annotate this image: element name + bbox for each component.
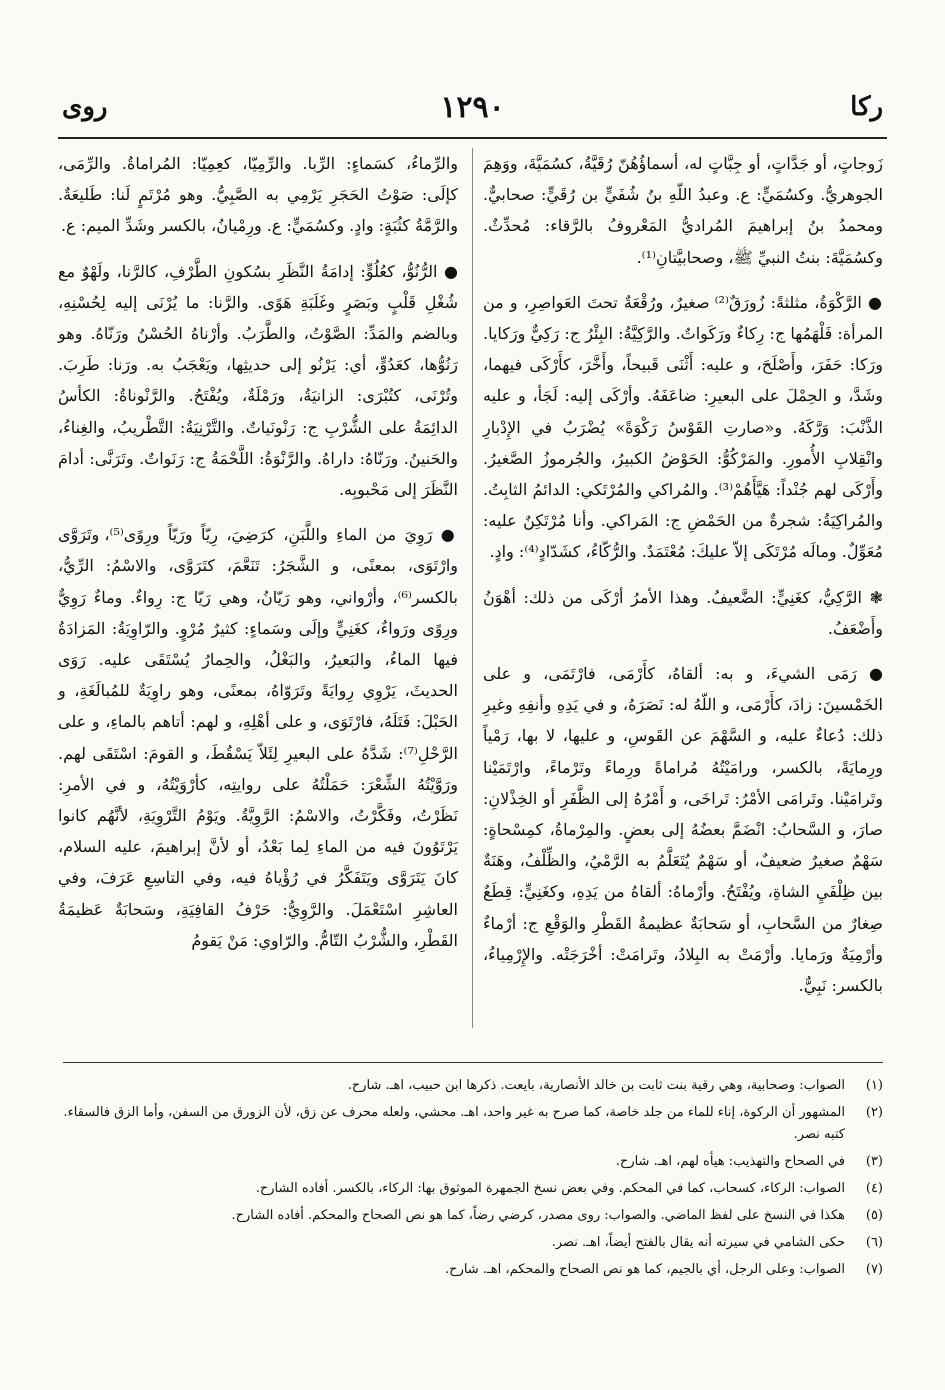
entry-paragraph: زَوجاتٍ، أو جَدَّاتٍ، أو جِبَّاتٍ له، أسماؤُهُنّ رُقَيَّةُ، كسُمَيَّةَ، ووَهِمَ الجوهريُّ. وكسُمَيٍّ: ع. وعبدُ اللّهِ بنُ شُفَيٍّ بن رُقَيٍّ: صحابيٌّ. ومحمدُ بنُ إبراهيمَ المُراديُّ المَعْروفُ بالرَّقاء: مُحدِّثٌ. وكسُمَيَّةَ: بنتُ النبيِّ ﷺ، وصحابيَّتانِ⁽¹⁾.: [483, 154, 883, 267]
footnote: [63, 1178, 883, 1200]
footnote-text: الصواب: وعلى الرجل، أي بالجيم، كما هو نص الصحاح والمحكم، اهـ. شارح.: [445, 1262, 845, 1277]
footnote: [63, 1259, 883, 1281]
footnote: [63, 1205, 883, 1227]
entry-paragraph: ● الرُّنُوُّ، كعُلُوٍّ: إدامَةُ النَّظَرِ بسُكونِ الطَّرْفِ، كالرَّنا، ولَهْوٌ مع شُغْلِ قَلْبٍ وبَصَرٍ وغَلَبَةِ هَوًى. والرَّنا: ما يُرْنَى إليه لِحُسْنِهِ، وبالضم والمَدِّ: الصَّوْتُ، والطَّرَبُ. وأرْناهُ الحُسْنُ ورَنّاهُ. وهو رَنُوُّها، كعَدُوٍّ، أي: يَرْنُو إلى حديثِها، ويَعْجَبُ به. ورَنا: طَرِبَ. وتُرْنَى، كتُبْرَى: الزانيَةُ، ورَمْلَةٌ، ويُفْتَحُ. والرَّنْوناةُ: الكأسُ الدائِمَةُ على الشُّرْبِ ج: رَنْونَياتٌ. والتَّرْنِيَةُ: التَّطْريبُ، والغِناءُ، والحَنينُ. ورَنّاهُ: داراهُ. والرَّنْوَةُ: اللَّحْمَةُ ج: رَنَواتٌ. وتَرَنَّى: أدامَ النَّظَرَ إلى مَحْبوبِه.: [58, 261, 458, 500]
right-column: [483, 148, 883, 1015]
footnote: [63, 1102, 883, 1146]
entry-paragraph: ● الرَّكْوَةُ، مثلثةً: زُورَقٌ⁽²⁾ صغيرٌ، ورُقْعَةٌ تحتَ العَواصِرِ، و من المرأة: فَلْهَمُها ج: رِكاءٌ ورَكَواتٌ. والرَّكِيَّةُ: البِئْرُ ج: رَكِيٌّ ورَكايا. ورَكا: حَفَرَ، وأَصْلَحَ، و عليه: أَثْنَى قَبيحاً، وأَخَّرَ، كأَرْكَى فيهما، وشَدَّ، و الحِمْلَ على البعيرِ: ضاعَفَهُ. وأرْكَى إليه: لَجَأ، و عليه الذَّنْبَ: وَرَّكَهُ. و«صارتِ القَوْسُ رَكْوَةً» يُضْرَبُ في الإِدْبارِ وانْقِلابِ الأُمورِ. والمَرْكُوُّ: الحَوْضُ الكبيرُ، والجُرموزُ الصَّغيرُ. وأَرْكَى لهم جُنْداً: هَيَّأَهُمْ⁽³⁾. والمُراكي والمُرْتَكي: الدائمُ الثابِتُ. والمُراكِيَةُ: شجرةٌ من الحَمْضِ ج: المَراكي. وأنا مُرْتَكِنٌ عليه: مُعَوِّلٌ. ومالَه مُرْتَكَى إلاّ عليكَ: مُعْتَمَدٌ. والرُّكّاءُ، كشَدّادٍ⁽⁴⁾: وادٍ.: [483, 292, 884, 562]
footnote-rule: [63, 1062, 883, 1063]
page-header: [62, 92, 883, 132]
footnote-number: (٤): [865, 1181, 883, 1196]
header-root-left: روى: [62, 92, 108, 122]
left-column: [58, 148, 458, 970]
footnotes: [63, 1075, 883, 1286]
footnote-number: (١): [865, 1078, 883, 1093]
column-divider: [472, 148, 473, 1028]
footnote-number: (٣): [865, 1154, 883, 1169]
header-root-right: ركا: [850, 92, 883, 122]
footnote-text: الصواب: وصحابية، وهي رقية بنت ثابت بن خالد الأنصارية، بايعت. ذكرها ابن حبيب، اهـ. شارح.: [347, 1078, 845, 1093]
footnote-number: (٢): [865, 1105, 883, 1120]
footnote-text: هكذا في النسخ على لفظ الماضي. والصواب: روى مصدر، كرضي رضاً، كما هو نص الصحاح والمحكم. أفاده الشارح.: [231, 1208, 845, 1223]
footnote-text: الصواب: الركاء، كسحاب، كما في المحكم. وفي بعض نسخ الجمهرة الموثوق بها: الركاء، بالكسر. أفاده الشارح.: [255, 1181, 845, 1196]
entry-paragraph: ❃ الرَّكِيُّ، كغَنِيٍّ: الضَّعيفُ. وهذا الأمرُ أرْكَى من ذلك: أهْوَنُ وأَضْعَفُ.: [483, 587, 883, 638]
entry-paragraph: ● رَوِيَ من الماءِ واللَّبَنِ، كرَضِيَ، رِيّاً ورَيّاً ورِوًى⁽⁵⁾، وتَرَوَّى وارْتَوَى، بمعنًى، و الشَّجَرُ: تَنَعَّمَ، كتَرَوَّى، والاسْمُ: الرِّيُّ، بالكسر⁽⁶⁾، وأرْواني، وهو رَيّانُ، وهي رَيّا ج: رِواءٌ. وماءٌ رَوِيٌّ ورِوًى ورَواءٌ، كغَنِيٍّ وإلَى وسَماءٍ: كثيرٌ مُرْوٍ. والرّاوِيَةُ: المَزادَةُ فيها الماءُ، والبَعيرُ، والبَغْلُ، والحِمارُ يُسْتَقَى عليه. رَوَى الحديثَ، يَرْوِي رِوايَةً وتَرَوّاهُ، بمعنًى، وهو راوِيَةٌ للمُبالَغَةِ، و الحَبْلَ: فَتَلَهُ، فارْتَوَى، و على أهْلِهِ، و لهم: أتاهم بالماءِ، و على الرَّحْلِ⁽⁷⁾: شَدَّهُ على البعيرِ لِئَلاّ يَسْقُطَ، و القومَ: اسْتَقَى لهم. ورَوَّيْتُهُ الشِّعْرَ: حَمَلْتُهُ على روايتِه، كأرْوَيْتُهُ، و في الأمرِ: نَظَرْتُ، وفَكَّرْتُ، والاسْمُ: الرَّوِيَّةُ. ويَوْمُ التَّرْوِيَةِ، لأنَّهُم كانوا يَرْتَوُونَ فيه من الماءِ لِما بَعْدُ، أو لأنَّ إبراهيمَ، عليه السلام، كانَ يَتَرَوَّى ويَتَفَكَّرُ في رُؤْياهُ فيه، وفي التاسِعِ عَرَفَ، وفي العاشِرِ اسْتَعْمَلَ. والرَّوِيُّ: حَرْفُ القافِيَةِ، وسَحابَةٌ عَظيمَةُ القَطْرِ، والشُّرْبُ التّامُّ. والرّاوي: مَنْ يَقومُ: [58, 525, 458, 950]
entry-paragraph: ● رَمَى الشيءَ، و به: ألقاهُ، كأَرْمَى، فارْتَمَى، و على الخَمْسينَ: زادَ، كأَرْمَى، و اللّهُ له: نَصَرَهُ، و في يَدِهِ وأنفِهِ وغيرِ ذلك: دُعاءٌ عليه، و السَّهْمَ عن القَوسِ، و عليها، لا بها، رَمْياً ورِمايَةً، بالكسر، ورامَيْتُهُ مُراماةً ورِماءً وتَرْماءً، وارْتَمَيْنا وتَرامَيْنا. وتَرامَى الأمْرُ: تَراخَى، و أَمْرُهُ إلى الظَّفَرِ أو الخِذْلانِ: صارَ، و السَّحابُ: انْضَمَّ بعضُهُ إلى بعضٍ. والمِرْماةُ، كمِسْحاةٍ: سَهْمٌ صغيرٌ ضعيفٌ، أو سَهْمٌ يُتَعَلَّمُ به الرَّمْيُ، والظِّلْفُ، وهَنَةٌ بين ظِلْفَيِ الشاةِ، ويُفْتَحُ. وأرْماهُ: ألقاهُ من يَدِهِ، وكغَنِيٍّ: قِطَعٌ صِغارٌ من السَّحابِ، أو سَحابَةٌ عظيمةُ القَطْرِ والوَقْعِ ج: أرْماءٌ وأرْمِيَةٌ ورَمايا. وأرْمَتْ به البِلادُ، وتَرامَتْ: أخْرَجَتْه. والإِرْمِياءُ، بالكسر: نَبِيٌّ.: [483, 664, 883, 996]
footnote-text: حكى الشامي في سيرته أنه يقال بالفتح أيضاً، اهـ. نصر.: [551, 1235, 845, 1250]
page-number: ١٢٩٠: [440, 90, 505, 125]
footnote-number: (٥): [865, 1208, 883, 1223]
footnote-number: (٦): [865, 1235, 883, 1250]
footnote-text: المشهور أن الركوة، إناء للماء من جلد خاصة، كما صرح به غير واحد، اهـ. محشي، ولعله محرف عن زق، لأن الزورق من السفن، وأما الزق فالسقاء. كتبه نصر.: [63, 1105, 845, 1142]
footnote-number: (٧): [865, 1262, 883, 1277]
footnote-text: في الصحاح والتهذيب: هيأه لهم، اهـ. شارح.: [615, 1154, 845, 1169]
footnote: [63, 1151, 883, 1173]
header-rule: [58, 137, 887, 139]
footnote: [63, 1075, 883, 1097]
entry-paragraph: والرِّماءُ، كسَماءٍ: الرِّبا. والرِّمِيّا، كعِمِيّا: المُراماةُ. والرِّمَى، كإلَى: صَوْتُ الحَجَرِ يَرْمِي به الصَّبِيُّ. وهو مُرْتَمٍ لَنا: طَليعَةٌ. والرَّمَّةُ كثُبَةٍ: وادٍ. وكسُمَيٍّ: ع. ورِمْيانُ، بالكسر وشَدِّ الميم: ع.: [58, 154, 458, 236]
footnote: [63, 1232, 883, 1254]
